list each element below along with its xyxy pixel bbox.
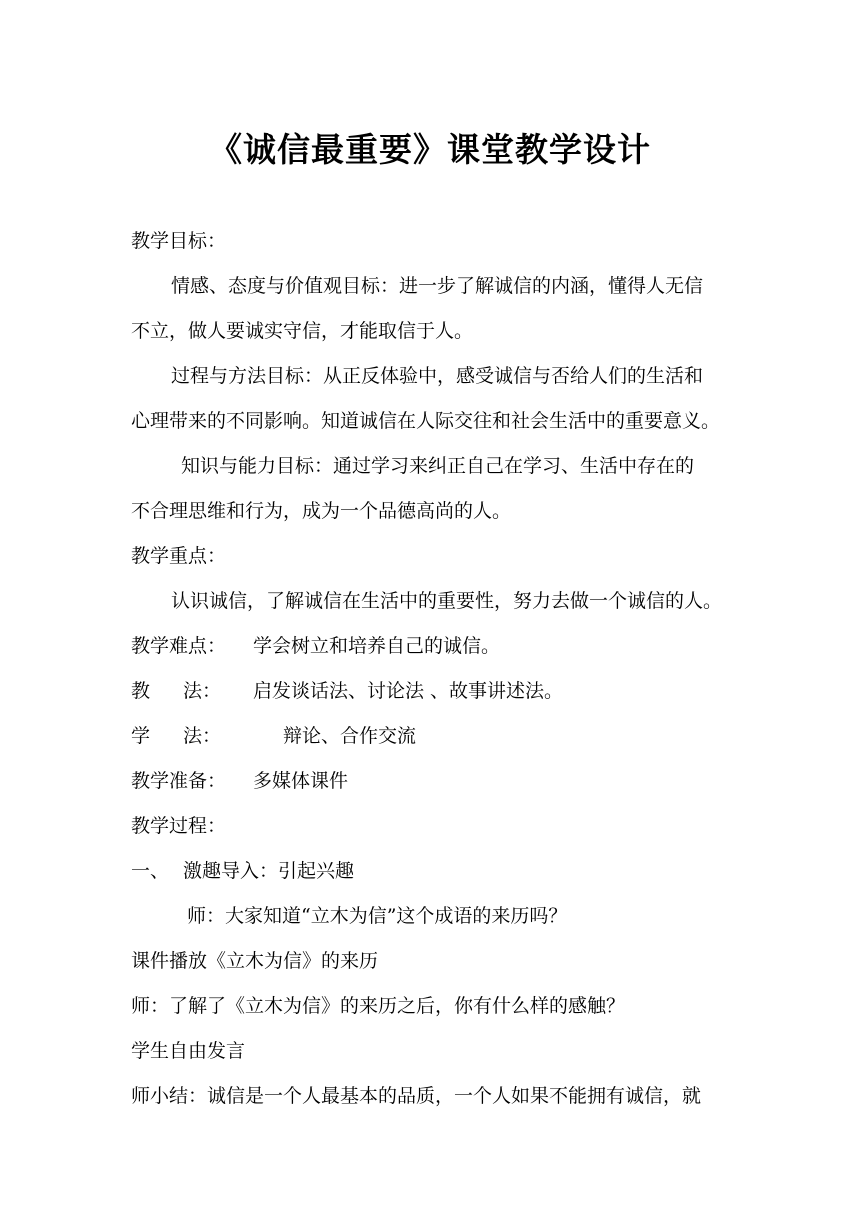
paragraph-4: 学生自由发言 — [131, 1040, 246, 1062]
section1-number: 一、 — [131, 860, 170, 882]
teach-method-label-a: 教 — [131, 680, 151, 702]
prep-label: 教学准备： — [131, 770, 227, 792]
process-heading: 教学过程： — [131, 815, 227, 837]
goal3-line1: 知识与能力目标：通过学习来纠正自己在学习、生活中存在的 — [181, 455, 695, 477]
paragraph-1: 师：大家知道“立木为信”这个成语的来历吗？ — [187, 905, 568, 927]
learn-method-row — [131, 723, 417, 749]
section1-title: 激趣导入：引起兴趣 — [183, 860, 355, 882]
goal1-line1: 情感、态度与价值观目标：进一步了解诚信的内涵，懂得人无信 — [171, 275, 704, 297]
prep-row — [131, 768, 349, 794]
goal2-line1: 过程与方法目标：从正反体验中，感受诚信与否给人们的生活和 — [171, 365, 704, 387]
key-text: 认识诚信，了解诚信在生活中的重要性，努力去做一个诚信的人。 — [171, 590, 723, 612]
learn-method-label-b: 法： — [183, 725, 222, 747]
paragraph-3: 师：了解了《立木为信》的来历之后，你有什么样的感触？ — [131, 995, 626, 1017]
document-title: 《诚信最重要》课堂教学设计 — [209, 130, 651, 169]
section1-heading — [131, 858, 355, 884]
paragraph-2: 课件播放《立木为信》的来历 — [131, 950, 379, 972]
key-heading: 教学重点： — [131, 545, 227, 567]
paragraph-5: 师小结：诚信是一个人最基本的品质，一个人如果不能拥有诚信，就 — [131, 1085, 702, 1107]
prep-text: 多媒体课件 — [253, 770, 349, 792]
teach-method-label-b: 法： — [183, 680, 222, 702]
goal1-line2: 不立，做人要诚实守信，才能取信于人。 — [131, 320, 474, 342]
goal3-line2: 不合理思维和行为，成为一个品德高尚的人。 — [131, 500, 512, 522]
difficulty-text: 学会树立和培养自己的诚信。 — [253, 635, 501, 657]
learn-method-text: 辩论、合作交流 — [283, 725, 417, 747]
difficulty-row — [131, 633, 501, 659]
goals-heading: 教学目标： — [131, 230, 227, 252]
difficulty-label: 教学难点： — [131, 635, 227, 657]
goal2-line2: 心理带来的不同影响。知道诚信在人际交往和社会生活中的重要意义。 — [131, 410, 721, 432]
teach-method-text: 启发谈话法、讨论法 、故事讲述法。 — [253, 680, 564, 702]
learn-method-label-a: 学 — [131, 725, 151, 747]
teach-method-row — [131, 678, 564, 704]
